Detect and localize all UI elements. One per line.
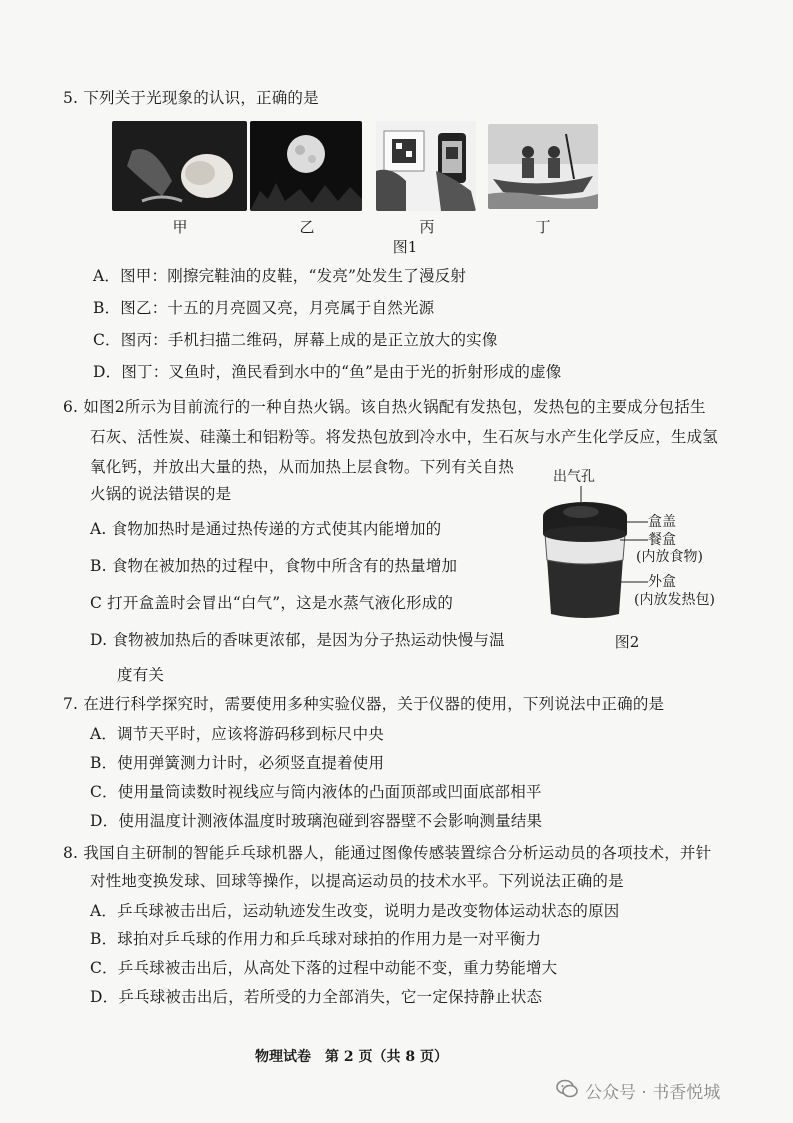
pic-label-jia: 甲 <box>172 218 188 236</box>
pic-label-yi: 乙 <box>299 218 315 236</box>
label-outer-box-note: (内放发热包) <box>634 592 715 608</box>
q6-option-b: B. 食物在被加热的过程中，食物中所含有的热量增加 <box>90 557 458 575</box>
q6-option-d-continued: 度有关 <box>117 666 165 684</box>
q8-option-b: B．球拍对乒乓球的作用力和乒乓球对球拍的作用力是一对平衡力 <box>90 930 542 948</box>
q7-stem: 7. 在进行科学探究时，需要使用多种实验仪器，关于仪器的使用，下列说法中正确的是 <box>63 695 665 713</box>
photo-spearfishing <box>488 124 598 209</box>
q7-option-c: C．使用量筒读数时视线应与筒内液体的凸面顶部或凹面底部相平 <box>90 783 542 801</box>
q8-option-c: C．乒乓球被击出后，从高处下落的过程中动能不变，重力势能增大 <box>90 959 558 977</box>
q6-option-c: C 打开盒盖时会冒出“白气”，这是水蒸气液化形成的 <box>90 594 454 612</box>
q8-option-d: D．乒乓球被击出后，若所受的力全部消失，它一定保持静止状态 <box>90 988 543 1006</box>
label-meal-box-note: (内放食物) <box>636 549 703 565</box>
q8-stem-line-2: 对性地变换发球、回球等操作，以提高运动员的技术水平。下列说法正确的是 <box>90 872 624 890</box>
figure1-caption: 图1 <box>392 238 418 256</box>
photo-qr-scan <box>376 121 476 211</box>
q6-stem-line-3: 氧化钙，并放出大量的热，从而加热上层食物。下列有关自热 <box>90 458 514 476</box>
q5-option-a: A．图甲：刚擦完鞋油的皮鞋，“发亮”处发生了漫反射 <box>93 267 467 285</box>
pic-label-bing: 丙 <box>419 218 435 236</box>
label-meal-box: 餐盒 <box>648 532 676 548</box>
label-lid: 盒盖 <box>648 514 676 530</box>
q5-stem: 5. 下列关于光现象的认识，正确的是 <box>63 89 319 107</box>
figure2-caption: 图2 <box>614 633 640 651</box>
watermark-text: 公众号 · 书香悦城 <box>585 1083 721 1103</box>
label-vent: 出气孔 <box>553 469 595 485</box>
photo-shoe-polish <box>112 121 247 211</box>
q5-option-b: B．图乙：十五的月亮圆又亮，月亮属于自然光源 <box>93 299 435 317</box>
label-leader-lines <box>620 516 650 596</box>
q7-option-d: D．使用温度计测液体温度时玻璃泡碰到容器壁不会影响测量结果 <box>90 812 543 830</box>
q6-stem-line-1: 6. 如图2所示为目前流行的一种自热火锅。该自热火锅配有发热包，发热包的主要成分包括生 <box>63 398 706 416</box>
q6-option-a: A. 食物加热时是通过热传递的方式使其内能增加的 <box>90 520 442 538</box>
q6-stem-line-4: 火锅的说法错误的是 <box>90 485 232 503</box>
wechat-icon <box>556 1078 578 1100</box>
q8-stem-line-1: 8. 我国自主研制的智能乒乓球机器人，能通过图像传感装置综合分析运动员的各项技术，并针 <box>63 844 712 862</box>
q5-option-d: D．图丁：叉鱼时，渔民看到水中的“鱼”是由于光的折射形成的虚像 <box>93 363 562 381</box>
photo-full-moon <box>250 121 362 211</box>
q6-option-d: D. 食物被加热后的香味更浓郁，是因为分子热运动快慢与温 <box>90 631 505 649</box>
q7-option-b: B．使用弹簧测力计时，必须竖直提着使用 <box>90 754 385 772</box>
q8-option-a: A．乒乓球被击出后，运动轨迹发生改变，说明力是改变物体运动状态的原因 <box>90 902 620 920</box>
q6-stem-line-2: 石灰、活性炭、硅藻土和铝粉等。将发热包放到冷水中，生石灰与水产生化学反应，生成氢 <box>90 428 719 446</box>
pic-label-ding: 丁 <box>535 218 551 236</box>
q7-option-a: A．调节天平时，应该将游码移到标尺中央 <box>90 725 384 743</box>
label-outer-box: 外盒 <box>648 574 676 590</box>
page-footer: 物理试卷 第 2 页（共 8 页） <box>255 1049 448 1065</box>
q5-option-c: C．图丙：手机扫描二维码，屏幕上成的是正立放大的实像 <box>93 331 498 349</box>
